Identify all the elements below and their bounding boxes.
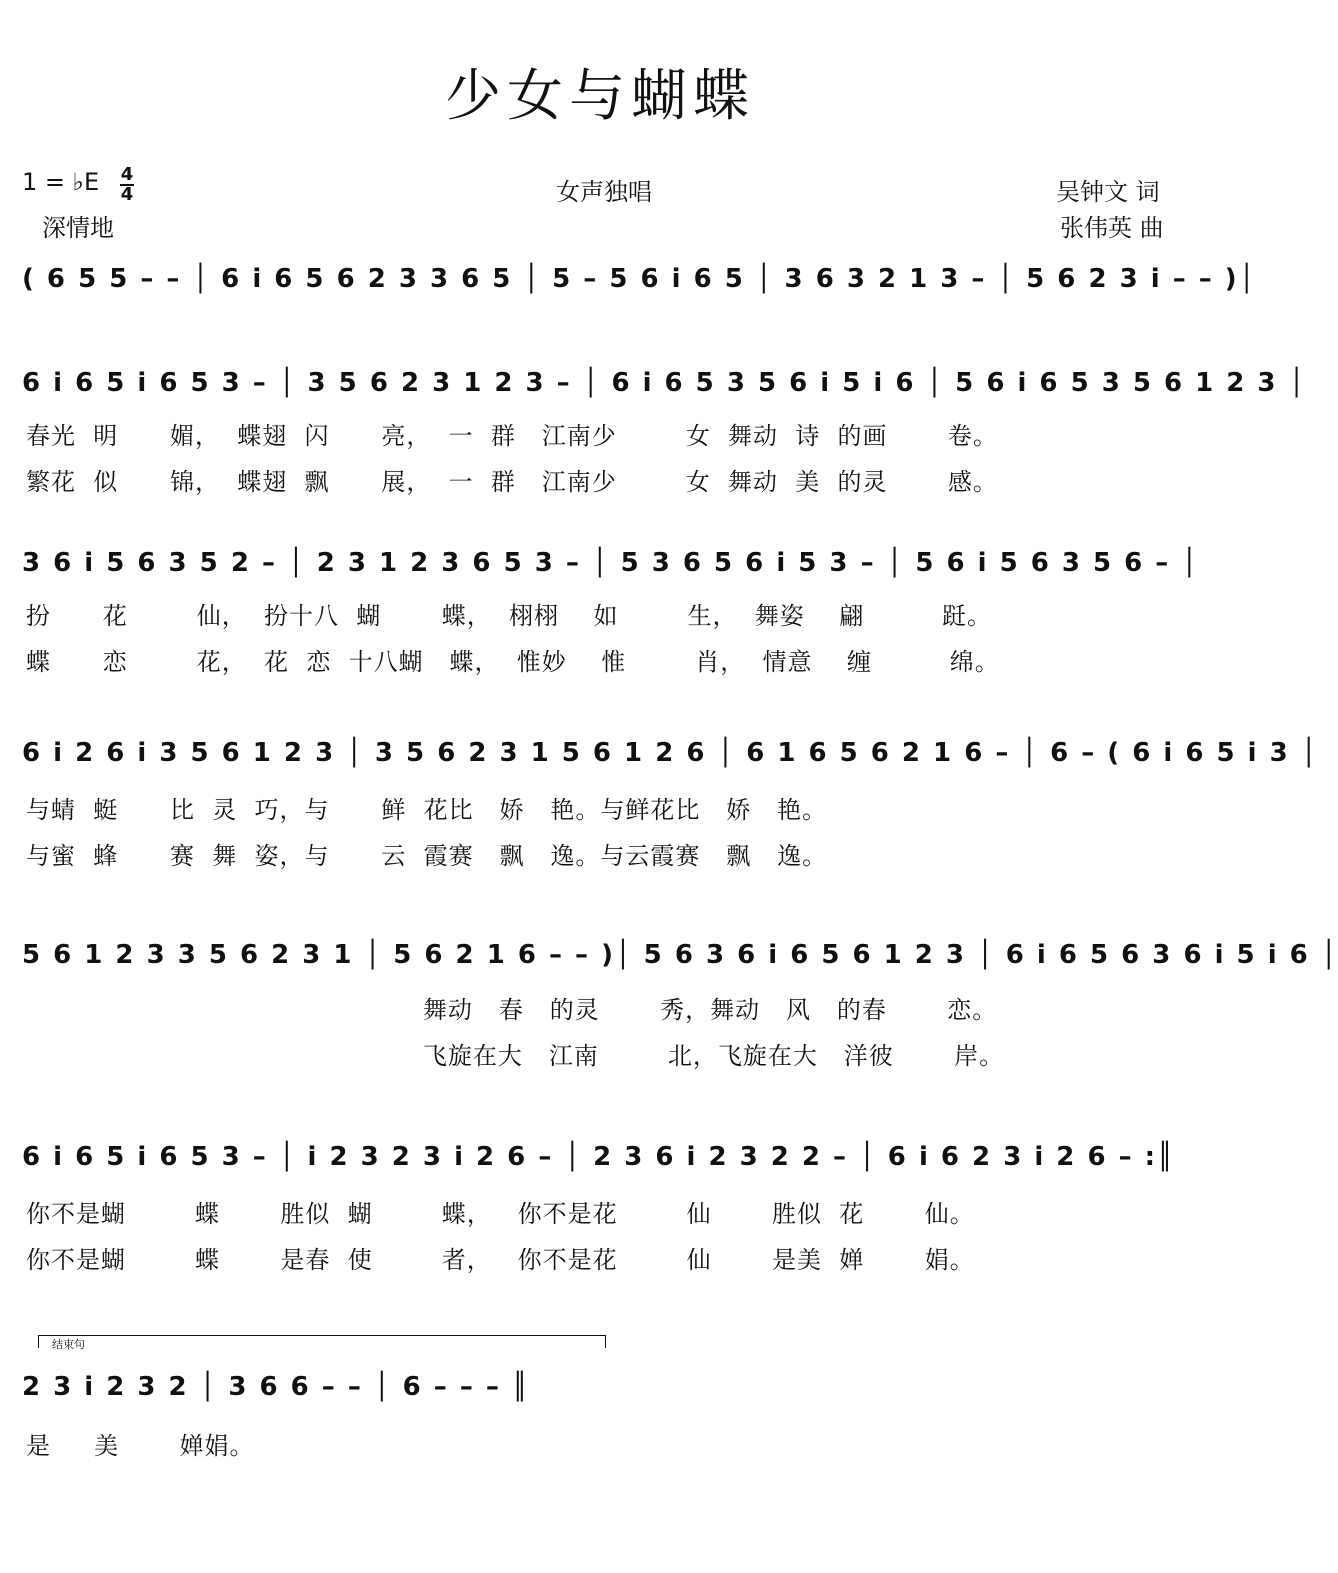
system-4-lyric-verse-2: 与蜜 蜂 赛 舞 姿，与 云 霞赛 飘 逸。与云霞赛 飘 逸。 xyxy=(26,842,828,870)
ending-bracket xyxy=(38,1335,606,1348)
time-signature xyxy=(120,166,134,204)
time-signature-top: 4 xyxy=(120,164,134,185)
composer-credit: 张伟英 曲 xyxy=(1060,214,1164,242)
system-4-notes: 6 i 2 6 i 3 5 6 1 2 3 │ 3 5 6 2 3 1 5 6 1 2 6 │ 6 1 6 5 6 2 1 6 – │ 6 – ( 6 i 6 5 i 3 │ xyxy=(22,738,1319,768)
system-3-lyric-verse-1: 扮 花 仙， 扮十八 蝴 蝶， 栩栩 如 生， 舞姿 翩 跹。 xyxy=(26,602,992,630)
system-1-notes: ( 6 5 5 – – │ 6 i 6 5 6 2 3 3 6 5 │ 5 – 5 6 i 6 5 │ 3 6 3 2 1 3 – │ 5 6 2 3 i – – )│ xyxy=(22,264,1257,294)
system-3-notes: 3 6 i 5 6 3 5 2 – │ 2 3 1 2 3 6 5 3 – │ 5 3 6 5 6 i 5 3 – │ 5 6 i 5 6 3 5 6 – │ xyxy=(22,548,1200,578)
song-title: 少女与蝴蝶 xyxy=(445,64,755,129)
expression-marking: 深情地 xyxy=(42,214,114,242)
key-signature: 1 = ♭E xyxy=(22,168,100,196)
system-7-notes: 2 3 i 2 3 2 │ 3 6 6 – – │ 6 – – – ║ xyxy=(22,1372,530,1402)
performance-type: 女声独唱 xyxy=(556,178,652,206)
system-6-lyric-verse-1: 你不是蝴 蝶 胜似 蝴 蝶， 你不是花 仙 胜似 花 仙。 xyxy=(26,1200,975,1228)
system-4-lyric-verse-1: 与蜻 蜓 比 灵 巧，与 鲜 花比 娇 艳。与鲜花比 娇 艳。 xyxy=(26,796,828,824)
time-signature-bottom: 4 xyxy=(120,184,134,205)
ending-label: 结束句 xyxy=(52,1338,85,1351)
system-2-lyric-verse-1: 春光 明 媚， 蝶翅 闪 亮， 一 群 江南少 女 舞动 诗 的画 卷。 xyxy=(26,422,998,450)
system-2-lyric-verse-2: 繁花 似 锦， 蝶翅 飘 展， 一 群 江南少 女 舞动 美 的灵 感。 xyxy=(26,468,998,496)
system-5-notes: 5 6 1 2 3 3 5 6 2 3 1 │ 5 6 2 1 6 – – )│ 5 6 3 6 i 6 5 6 1 2 3 │ 6 i 6 5 6 3 6 i 5 i 6 │ xyxy=(22,940,1338,970)
lyricist-credit: 吴钟文 词 xyxy=(1056,178,1160,206)
system-5-lyric-verse-1: 舞动 春 的灵 秀，舞动 风 的春 恋。 xyxy=(26,996,998,1024)
system-5-lyric-verse-2: 飞旋在大 江南 北，飞旋在大 洋彼 岸。 xyxy=(26,1042,1005,1070)
system-7-lyric: 是 美 婵娟。 xyxy=(26,1432,255,1460)
system-6-notes: 6 i 6 5 i 6 5 3 – │ i 2 3 2 3 i 2 6 – │ 2 3 6 i 2 3 2 2 – │ 6 i 6 2 3 i 2 6 – :║ xyxy=(22,1142,1175,1172)
system-6-lyric-verse-2: 你不是蝴 蝶 是春 使 者， 你不是花 仙 是美 婵 娟。 xyxy=(26,1246,975,1274)
system-2-notes: 6 i 6 5 i 6 5 3 – │ 3 5 6 2 3 1 2 3 – │ 6 i 6 5 3 5 6 i 5 i 6 │ 5 6 i 6 5 3 5 6 1 2 3 │ xyxy=(22,368,1307,398)
system-3-lyric-verse-2: 蝶 恋 花， 花 恋 十八蝴 蝶， 惟妙 惟 肖， 情意 缠 绵。 xyxy=(26,648,1000,676)
